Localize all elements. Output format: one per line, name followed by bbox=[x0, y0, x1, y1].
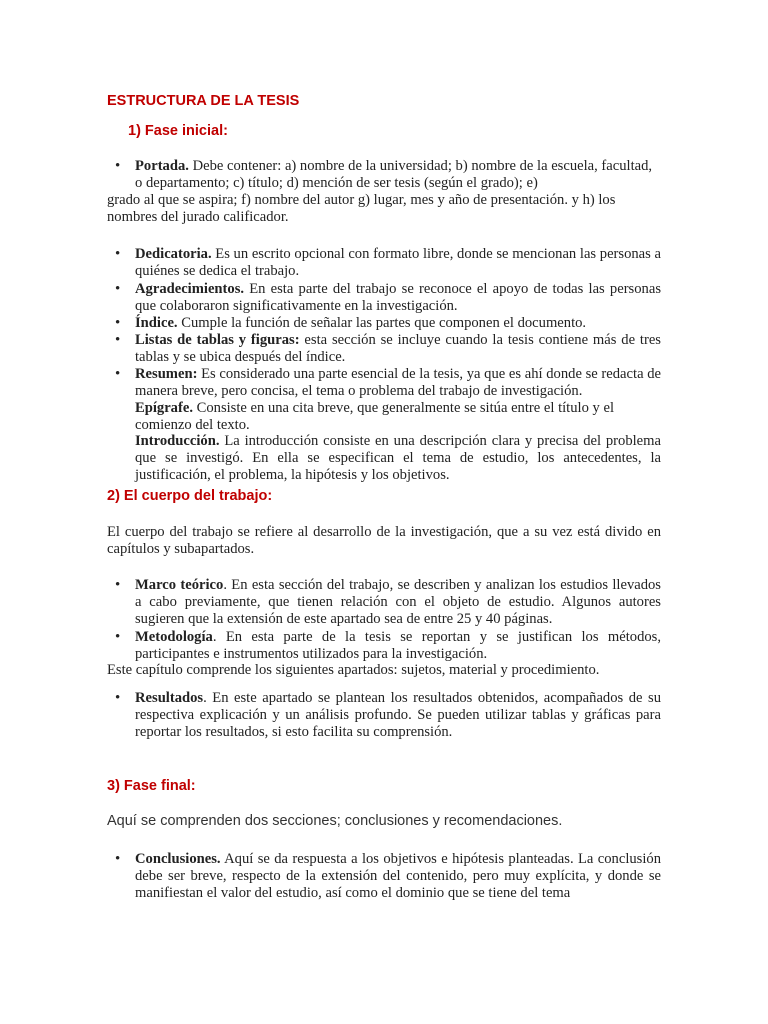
metodologia-text: . En esta parte de la tesis se reportan y se justifican los métodos, participantes e instrumentos utilizados para la investigación. bbox=[135, 629, 661, 662]
conclusiones-text: Aquí se da respuesta a los objetivos e hipótesis planteadas. La conclusión debe ser breve, respecto de la extensión del contenido, pero muy explícita, y donde se manifiestan el valor del estudio, así como el dominio que se tiene del tema bbox=[135, 851, 661, 901]
bullet: • bbox=[115, 315, 121, 331]
term-indice: Índice. bbox=[135, 315, 178, 331]
marco-teorico-text: . En esta sección del trabajo, se describen y analizan los estudios llevados a cabo previamente, que tienen relación con el objeto de estudio. Algunos autores sugieren que la extensión de este apartado sea de entre 25 y 40 páginas. bbox=[135, 577, 661, 627]
term-conclusiones: Conclusiones. bbox=[135, 851, 221, 867]
bullet: • bbox=[115, 158, 121, 174]
indice-text: Cumple la función de señalar las partes que componen el documento. bbox=[177, 315, 587, 331]
list-item-listas bbox=[135, 332, 661, 366]
dedicatoria-text: Es un escrito opcional con formato libre, donde se mencionan las personas a quiénes se dedica el trabajo. bbox=[135, 246, 661, 279]
term-metodologia: Metodología bbox=[135, 629, 213, 645]
section-2-heading: 2) El cuerpo del trabajo: bbox=[107, 488, 273, 504]
list-item-resultados bbox=[135, 690, 661, 741]
listas-text: esta sección se incluye cuando la tesis contiene más de tres tablas y se ubica después del índice. bbox=[135, 332, 661, 365]
term-resultados: Resultados bbox=[135, 690, 204, 706]
resumen-text: Es considerado una parte esencial de la tesis, ya que es ahí donde se redacta de manera breve, pero concisa, el tema o problema del trabajo de investigación. bbox=[135, 366, 661, 399]
list-item-indice bbox=[135, 315, 661, 332]
list-item-dedicatoria bbox=[135, 246, 661, 280]
bullet: • bbox=[115, 851, 121, 867]
term-marco-teorico: Marco teórico bbox=[135, 577, 224, 593]
term-agradecimientos: Agradecimientos. bbox=[135, 281, 245, 297]
portada-text: Debe contener: a) nombre de la universidad; b) nombre de la escuela, facultad, o departamento; c) título; d) mención de ser tesis (según el grado); e) bbox=[135, 158, 653, 191]
term-portada: Portada. bbox=[135, 158, 189, 174]
term-introduccion: Introducción. bbox=[135, 433, 220, 449]
section-2-paragraph: El cuerpo del trabajo se refiere al desarrollo de la investigación, que a su vez está divido en capítulos y subapartados. bbox=[107, 524, 661, 557]
bullet: • bbox=[115, 629, 121, 645]
term-listas: Listas de tablas y figuras: bbox=[135, 332, 300, 348]
resultados-text: . En este apartado se plantean los resultados obtenidos, acompañados de su respectiva explicación y un análisis profundo. Se pueden utilizar tablas y gráficas para reportar los resultados, si esto facilita su comprensión. bbox=[135, 690, 661, 740]
term-dedicatoria: Dedicatoria. bbox=[135, 246, 212, 262]
list-item-marco-teorico bbox=[135, 577, 661, 628]
bullet: • bbox=[115, 690, 121, 706]
portada-continuation: grado al que se aspira; f) nombre del autor g) lugar, mes y año de presentación. y h) los nombres del jurado calificador. bbox=[107, 192, 616, 225]
paragraph-introduccion bbox=[135, 433, 661, 484]
paragraph-epigrafe bbox=[135, 400, 661, 434]
section-1-heading: 1) Fase inicial: bbox=[128, 123, 228, 139]
list-item-metodologia bbox=[135, 629, 661, 663]
section-3-paragraph: Aquí se comprenden dos secciones; conclusiones y recomendaciones. bbox=[107, 813, 563, 829]
bullet: • bbox=[115, 366, 121, 382]
list-item-agradecimientos bbox=[135, 281, 661, 315]
document-title: ESTRUCTURA DE LA TESIS bbox=[107, 93, 300, 109]
bullet: • bbox=[115, 577, 121, 593]
section-3-heading: 3) Fase final: bbox=[107, 778, 196, 794]
bullet: • bbox=[115, 246, 121, 262]
epigrafe-text: Consiste en una cita breve, que generalmente se sitúa entre el título y el comienzo del texto. bbox=[135, 400, 615, 433]
term-epigrafe: Epígrafe. bbox=[135, 400, 193, 416]
bullet: • bbox=[115, 332, 121, 348]
list-item-portada bbox=[135, 158, 663, 192]
list-item-conclusiones bbox=[135, 851, 661, 902]
introduccion-text: La introducción consiste en una descripción clara y precisa del problema que se investigó. En ella se especifican el tema de estudio, los antecedentes, la justificación, el problema, la hipótesis y los objetivos. bbox=[135, 433, 661, 483]
list-item-resumen bbox=[135, 366, 661, 400]
term-resumen: Resumen: bbox=[135, 366, 198, 382]
agradecimientos-text: En esta parte del trabajo se reconoce el apoyo de todas las personas que colaboraron significativamente en la investigación. bbox=[135, 281, 661, 314]
capitulo-paragraph: Este capítulo comprende los siguientes apartados: sujetos, material y procedimiento. bbox=[107, 662, 600, 678]
bullet: • bbox=[115, 281, 121, 297]
